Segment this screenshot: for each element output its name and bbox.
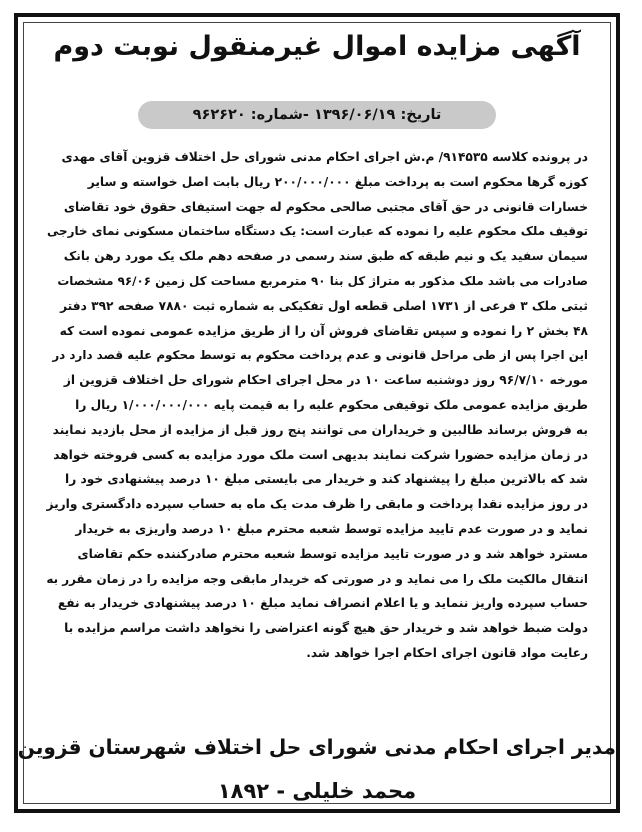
- signature-title: مدیر اجرای احکام مدنی شورای حل اختلاف شهرستان قزوین: [17, 735, 616, 759]
- signature-name: محمد خلیلی - ۱۸۹۲: [217, 779, 417, 803]
- body-line: ۴۸ بخش ۲ را نموده و سپس تقاضای فروش آن را از طریق مزایده عمومی نموده است که: [59, 323, 588, 338]
- body-line: حساب سپرده واریز ننماید و یا اعلام انصراف نماید مبلغ ۱۰ درصد پیشنهادی خریدار به نفع: [57, 596, 588, 611]
- body-line: خسارات قانونی در حق آقای مجتبی صالحی محکوم له جهت استیفای حقوق خود تقاضای: [63, 199, 588, 214]
- body-line: ثبتی ملک ۳ فرعی از ۱۷۳۱ اصلی قطعه اول تفکیکی به شماره ثبت ۷۸۸۰ صفحه ۳۹۲ دفتر: [60, 298, 588, 313]
- body-line: نماید و در صورت عدم تایید مزایده توسط شعبه محترم مبلغ ۱۰ درصد واریزی به خریدار: [75, 521, 588, 536]
- body-line: دولت ضبط خواهد شد و خریدار حق هیچ گونه اعتراضی را نخواهد داشت مراسم مزایده با: [64, 621, 588, 636]
- body-line: این اجرا پس از طی مراحل قانونی و عدم پرداخت محکوم به توسط محکوم علیه قصد دارد در: [52, 348, 588, 363]
- body-line: در روز مزایده نقدا پرداخت و مابقی را ظرف مدت یک ماه به حساب سپرده دادگستری واریز: [46, 497, 588, 512]
- body-line: کوزه گرها محکوم است به پرداخت مبلغ ۲۰۰/۰۰۰/۰۰۰ ریال بابت اصل خواسته و سایر: [87, 174, 588, 189]
- notice-title: آگهی مزایده اموال غیرمنقول نوبت دوم: [53, 31, 581, 62]
- date-number-text: تاریخ: ۱۳۹۶/۰۶/۱۹ -شماره: ۹۶۲۶۲۰: [192, 107, 442, 123]
- body-line: در پرونده کلاسه ۹۱۴۵۳۵/ م.ش اجرای احکام مدنی شورای حل اختلاف قزوین آقای مهدی: [61, 150, 588, 164]
- body-line: مسترد خواهد شد و در صورت تایید مزایده توسط شعبه محترم صادرکننده حکم تقاضای: [77, 546, 588, 561]
- body-line: مورخه ۹۶/۷/۱۰ روز دوشنبه ساعت ۱۰ در محل اجرای احکام شورای حل اختلاف قزوین از: [63, 373, 588, 388]
- body-line: طریق مزایده عمومی ملک توقیفی محکوم علیه را به قیمت پایه ۱/۰۰۰/۰۰۰/۰۰۰ ریال را: [75, 397, 588, 412]
- notice-body: [46, 145, 588, 666]
- body-line: رعایت مواد قانون اجرای احکام اجرا خواهد شد.: [306, 645, 588, 660]
- body-line: به فروش برساند طالبین و خریداران می توانند پنج روز قبل از مزایده از محل بازدید نمایند: [52, 422, 588, 437]
- date-number-banner: [138, 101, 496, 129]
- body-line: شد که بالاترین مبلغ را پیشنهاد کند و خریدار می بایستی مبلغ ۱۰ درصد پیشنهادی خود را: [65, 472, 588, 487]
- body-line: صادرات می باشد ملک مذکور به متراژ کل بنا ۹۰ مترمربع مساحت کل زمین ۹۶/۰۶ مشخصات: [57, 273, 588, 288]
- body-line: توقیف ملک محکوم علیه را نموده که عبارت است: یک دستگاه ساختمان مسکونی نمای خارجی: [47, 224, 588, 239]
- notice-frame: [14, 13, 620, 813]
- body-line: انتقال مالکیت ملک را می نماید و در صورتی که خریدار مابقی وجه مزایده را در زمان مقرر به: [46, 571, 588, 586]
- body-line: سیمان سفید یک و نیم طبقه که طبق سند رسمی در صفحه دهم ملک یک مورد رهن بانک: [63, 249, 588, 264]
- body-line: در زمان مزایده حضورا شرکت نمایند بدیهی است ملک مورد مزایده به کسی فروخته خواهد: [53, 447, 588, 462]
